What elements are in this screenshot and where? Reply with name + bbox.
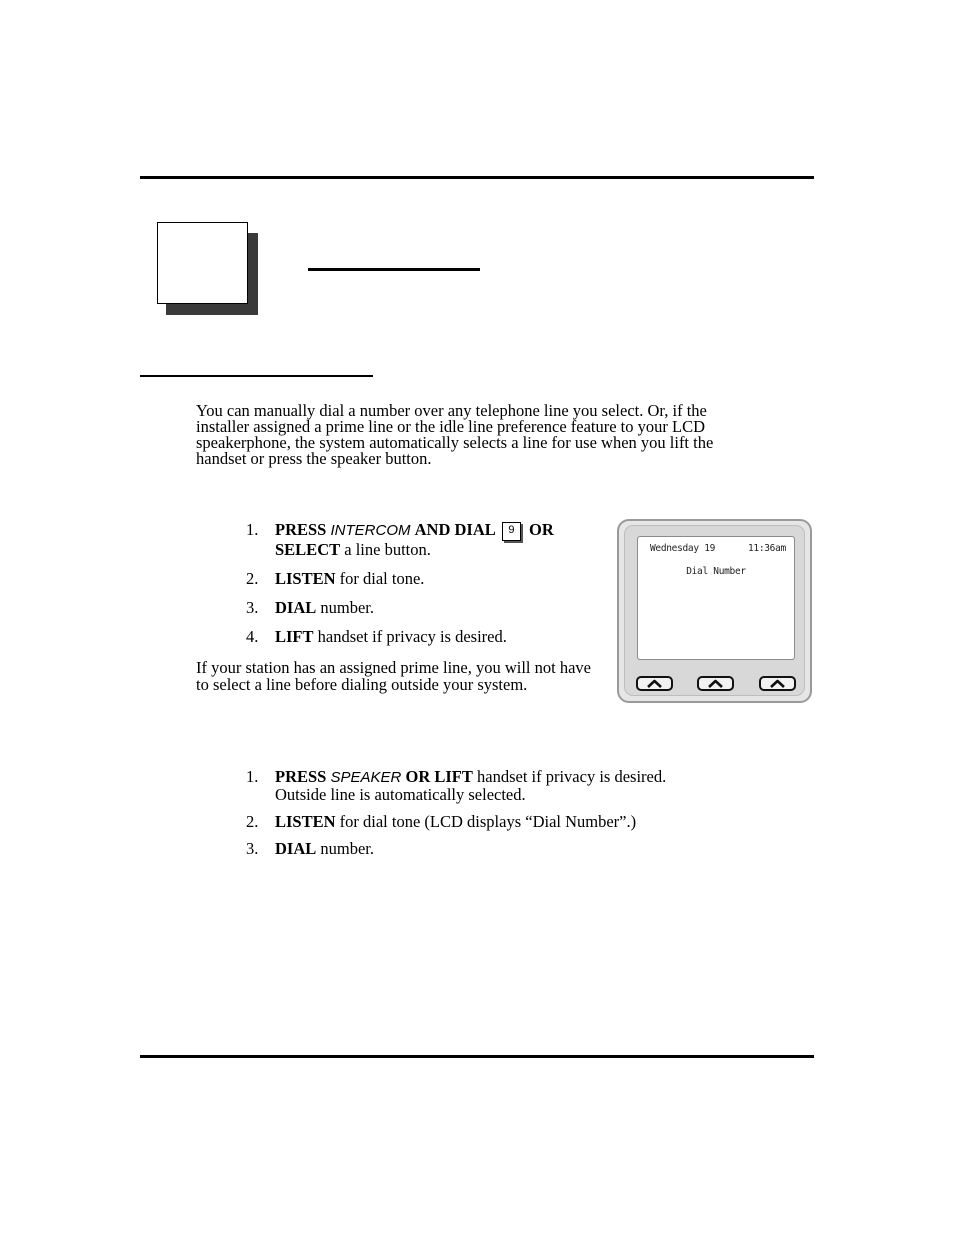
chapter-number-box <box>157 222 248 304</box>
dial-9-keycap-icon: 9 <box>502 522 521 541</box>
up-arrow-icon <box>699 678 732 689</box>
intro-paragraph: You can manually dial a number over any telephone line you select. Or, if the installer assigned a prime line or the idle line preference feature to your LCD speakerphone, the system automatically selects a line for use when you lift the handset or press the speaker button. <box>196 401 714 468</box>
step-item: 3. DIAL number. <box>246 839 375 858</box>
section-heading-underline <box>140 375 373 377</box>
intercom-key-label: INTERCOM <box>330 522 411 539</box>
procedure-b-steps <box>246 768 716 867</box>
up-arrow-icon <box>638 678 671 689</box>
lcd-message: Dial Number <box>686 566 746 577</box>
title-underline <box>308 268 480 271</box>
speaker-key-label: SPEAKER <box>330 769 402 786</box>
soft-key-2 <box>697 676 734 691</box>
prime-line-note: If your station has an assigned prime line, you will not have to select a line before dialing outside your system. <box>196 658 592 694</box>
step-item: 4. LIFT handset if privacy is desired. <box>246 627 507 646</box>
top-rule <box>140 176 814 179</box>
soft-key-1 <box>636 676 673 691</box>
lcd-screen <box>637 536 795 660</box>
soft-key-3 <box>759 676 796 691</box>
procedure-a-steps <box>246 521 576 657</box>
step-item: 3. DIAL number. <box>246 598 375 617</box>
step-item: 2. LISTEN for dial tone. <box>246 569 425 588</box>
up-arrow-icon <box>761 678 794 689</box>
step-item: 1. PRESS INTERCOM AND DIAL 9 OR SELECT a line button. <box>246 520 554 559</box>
lcd-time: 11:36am <box>748 543 786 554</box>
step-item: 1. PRESS SPEAKER OR LIFT handset if privacy is desired. Outside line is automatically selected. <box>246 767 667 804</box>
step-item: 2. LISTEN for dial tone (LCD displays “Dial Number”.) <box>246 812 637 831</box>
bottom-rule <box>140 1055 814 1058</box>
lcd-date: Wednesday 19 <box>650 543 716 554</box>
